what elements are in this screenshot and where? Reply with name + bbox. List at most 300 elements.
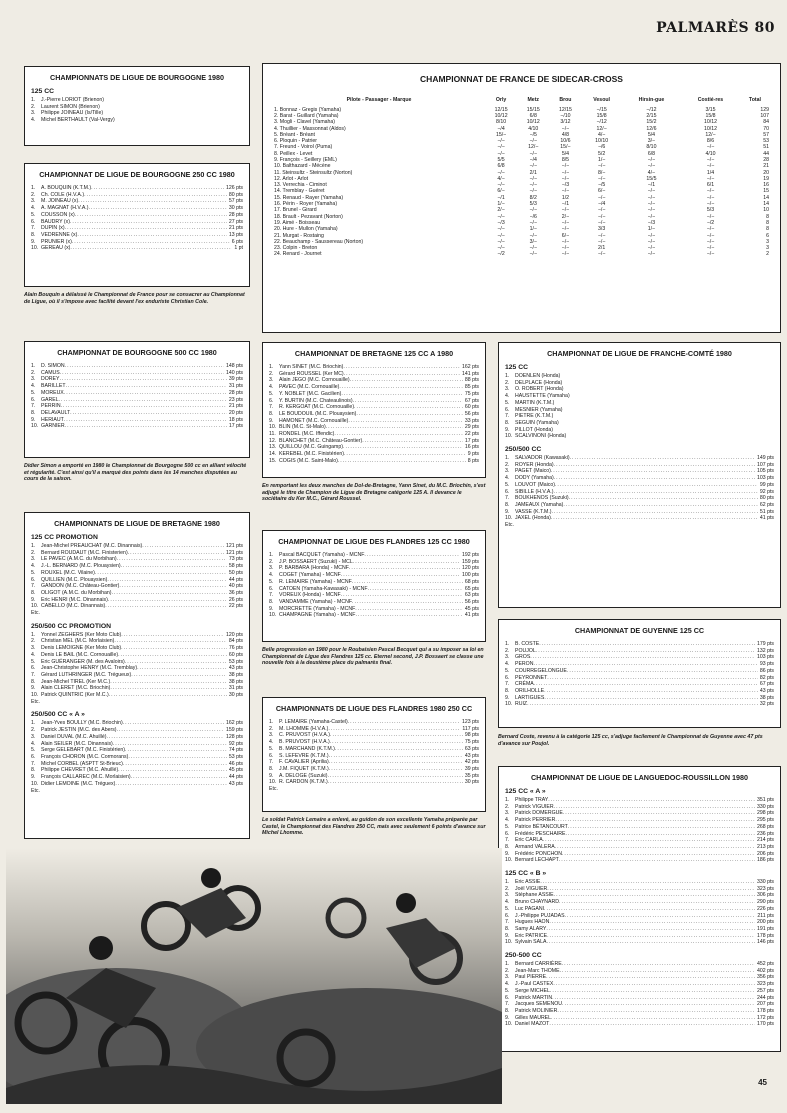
rank: 6. bbox=[505, 830, 510, 837]
sidecar-score: −/− bbox=[529, 232, 538, 239]
sidecar-crew: 23. Colpin - Breton bbox=[274, 245, 318, 252]
standing-row bbox=[505, 701, 774, 708]
leader-dots bbox=[352, 599, 463, 606]
points: 76 pts bbox=[228, 645, 243, 652]
points: 226 pts bbox=[756, 905, 774, 912]
sidecar-crew: 5. Bréant - Bréant bbox=[274, 131, 315, 138]
rank: 2. bbox=[31, 103, 36, 110]
rider-name: PAVEC (M.C. Cornouaille) bbox=[279, 384, 340, 391]
standing-row bbox=[505, 817, 774, 824]
rank: 3. bbox=[269, 732, 274, 739]
sidecar-crew: 6. Ploquin - Patrier bbox=[274, 138, 317, 145]
rider-name: Patrick JESTIN (M.C. des Abers) bbox=[41, 727, 117, 734]
sidecar-crew: 21. Murgat - Rostaing bbox=[274, 232, 324, 239]
standing-row bbox=[31, 685, 243, 692]
sidecar-score: −/2 bbox=[497, 251, 505, 258]
points: 162 pts bbox=[225, 720, 243, 727]
leader-dots bbox=[546, 974, 755, 981]
standing-row bbox=[269, 411, 479, 418]
rank: 2. bbox=[505, 885, 510, 892]
sidecar-score: 8/2 bbox=[529, 194, 537, 201]
sidecar-score: −/− bbox=[706, 144, 715, 151]
sidecar-score: −/− bbox=[706, 213, 715, 220]
sidecar-score: 15/8 bbox=[705, 112, 716, 119]
box-title: CHAMPIONNAT DE LIGUE DE LANGUEDOC-ROUSSILLON 1980 bbox=[530, 773, 749, 782]
leader-dots bbox=[557, 1008, 755, 1015]
rank: 8. bbox=[31, 767, 36, 774]
leader-dots bbox=[559, 899, 755, 906]
sidecar-score: 1/2 bbox=[561, 194, 570, 201]
sidecar-score: −/3 bbox=[561, 182, 570, 189]
rank: 1. bbox=[31, 720, 36, 727]
rank: 5. bbox=[269, 390, 274, 397]
rider-name: CRÉMA bbox=[515, 681, 534, 688]
sidecar-total: 8 bbox=[766, 213, 769, 220]
standing-row bbox=[505, 851, 774, 858]
sidecar-total: 107 bbox=[760, 112, 769, 119]
box-flandres-125 bbox=[262, 530, 486, 642]
rider-name: QUILLOU (M.C. Guingamp) bbox=[279, 444, 343, 451]
sidecar-score: −/− bbox=[647, 201, 656, 208]
standing-row bbox=[269, 759, 479, 766]
sidecar-score: 4/10 bbox=[705, 150, 716, 157]
sidecar-score: 6/8 bbox=[497, 163, 505, 170]
sidecar-score: 5/2 bbox=[598, 150, 606, 157]
rider-name: GROS bbox=[515, 654, 531, 661]
points: 298 pts bbox=[756, 810, 774, 817]
rank: 4. bbox=[31, 383, 36, 390]
rider-name: Yann SINET (M.C. Briochin) bbox=[279, 364, 344, 370]
rider-name: Bernard LECHAPT bbox=[515, 857, 559, 864]
standing-row bbox=[505, 939, 774, 946]
leader-dots bbox=[555, 844, 755, 851]
leader-dots bbox=[554, 892, 755, 899]
leader-dots bbox=[131, 774, 227, 781]
standing-row bbox=[505, 393, 774, 400]
sidecar-crew: 22. Beauchamp - Saussereau (Norton) bbox=[274, 238, 364, 245]
points: 452 pts bbox=[756, 961, 774, 968]
page-title: PALMARÈS 80 bbox=[656, 20, 775, 36]
rank: 8. bbox=[31, 231, 36, 238]
caption-bourgogne-500: Didier Simon a emporté en 1980 le Championnat de Bourgogne 500 cc en alliant vélocité et régularité. C'est ainsi qu'il a marqué des points dans les 14 manches disputées au cours de la saison. bbox=[24, 463, 247, 483]
sidecar-score: −/− bbox=[497, 238, 505, 245]
leader-dots bbox=[354, 404, 463, 411]
rider-name: VANDAMME (Yamaha) - MCNF bbox=[279, 598, 353, 605]
rank: 8. bbox=[505, 501, 510, 508]
rank: 2. bbox=[31, 549, 36, 556]
points: 330 pts bbox=[756, 879, 774, 886]
sidecar-total: 8 bbox=[766, 226, 769, 233]
leader-dots bbox=[118, 767, 227, 774]
sidecar-score: −/− bbox=[497, 232, 505, 239]
standing-row bbox=[31, 577, 243, 584]
sidecar-col-header: Total bbox=[748, 96, 761, 103]
leader-dots bbox=[107, 577, 227, 584]
leader-dots bbox=[341, 391, 462, 398]
rider-name: OLIGOT (A.M.C. du Morbihan) bbox=[41, 589, 112, 596]
leader-dots bbox=[121, 632, 224, 639]
rank: 5. bbox=[31, 747, 36, 754]
standing-row bbox=[505, 879, 774, 886]
leader-dots bbox=[549, 1021, 755, 1028]
rider-name: Jean-Yves BOULLY (M.C. Briochin) bbox=[41, 720, 123, 727]
rank: 1. bbox=[31, 97, 36, 103]
rider-name: DELAVAULT bbox=[41, 409, 71, 416]
sidecar-score: 5/5 bbox=[497, 157, 505, 163]
sidecar-score: −/− bbox=[647, 213, 656, 220]
rank: 3. bbox=[505, 892, 510, 899]
points: 33 pts bbox=[464, 417, 479, 424]
standing-row bbox=[269, 612, 479, 619]
points: 82 pts bbox=[759, 674, 774, 681]
sidecar-score: 2/− bbox=[497, 207, 505, 214]
points: 58 pts bbox=[228, 563, 243, 570]
standing-row bbox=[31, 727, 243, 734]
points: 402 pts bbox=[756, 967, 774, 974]
rider-name: LOUVOT (Maico) bbox=[515, 481, 555, 488]
rider-name: VEDRENNE (x) bbox=[41, 231, 78, 238]
points: 257 pts bbox=[756, 987, 774, 994]
standing-row bbox=[505, 407, 774, 414]
points: 21 pts bbox=[228, 403, 243, 410]
standing-row bbox=[31, 97, 243, 104]
standing-row bbox=[505, 515, 774, 522]
box-title: CHAMPIONNATS DE LIGUE DES FLANDRES 1980 250 CC bbox=[275, 704, 473, 713]
sidecar-score: −/− bbox=[529, 207, 538, 214]
sidecar-table bbox=[273, 97, 770, 258]
rank: 5. bbox=[31, 569, 36, 576]
rank: 5. bbox=[505, 987, 510, 994]
leader-dots bbox=[60, 370, 224, 377]
leader-dots bbox=[95, 570, 227, 577]
standing-row bbox=[31, 376, 243, 383]
standing-row bbox=[505, 475, 774, 482]
leader-dots bbox=[554, 475, 755, 482]
rank: 6. bbox=[31, 396, 36, 403]
leader-dots bbox=[77, 232, 227, 239]
sidecar-score: 3/− bbox=[529, 238, 537, 245]
section-heading: 250/500 CC « A » bbox=[31, 711, 85, 719]
rank: 1. bbox=[505, 961, 510, 968]
rank: 4. bbox=[505, 393, 510, 400]
rank: 7. bbox=[31, 760, 36, 767]
sidecar-score: −/12 bbox=[646, 106, 657, 113]
points: 141 pts bbox=[461, 370, 479, 377]
sidecar-score: −/− bbox=[706, 245, 715, 252]
points: 35 pts bbox=[464, 772, 479, 779]
leader-dots bbox=[128, 754, 227, 761]
sidecar-score: 6/− bbox=[497, 188, 505, 195]
standing-row bbox=[505, 373, 774, 380]
rider-name: LE PAVEC (A.M.C. du Morbihan) bbox=[41, 556, 117, 563]
rank: 7. bbox=[31, 671, 36, 678]
rider-name: GAREL bbox=[41, 396, 59, 403]
box-sidecar bbox=[262, 63, 781, 333]
sidecar-crew: 19. Aimé - Boisseau bbox=[274, 219, 321, 226]
standing-row bbox=[31, 397, 243, 404]
rank: 4. bbox=[269, 739, 274, 746]
standing-row bbox=[269, 572, 479, 579]
rider-name: Patrick QUINTRIC (Ker M.C.) bbox=[41, 692, 109, 699]
rank: 3. bbox=[505, 810, 510, 817]
standing-row bbox=[505, 981, 774, 988]
standing-row bbox=[505, 509, 774, 516]
standing-row bbox=[269, 404, 479, 411]
rider-name: RUIZ bbox=[515, 701, 528, 708]
sidecar-score: −/− bbox=[597, 175, 606, 182]
rank: 4. bbox=[269, 384, 274, 391]
rider-name: DOENLEN (Honda) bbox=[515, 373, 561, 379]
rank: 10. bbox=[269, 424, 277, 431]
sidecar-score: −/− bbox=[561, 125, 570, 132]
standing-row bbox=[269, 377, 479, 384]
sidecar-score: −/− bbox=[529, 188, 538, 195]
rider-name: COGET (Yamaha) - MCNF bbox=[279, 572, 341, 579]
standing-row bbox=[505, 810, 774, 817]
leader-dots bbox=[65, 423, 227, 430]
sidecar-row bbox=[273, 251, 770, 257]
sidecar-score: 15/− bbox=[495, 131, 507, 138]
rider-name: F. CAVALIER (Aprilia) bbox=[279, 759, 329, 766]
sidecar-score: −/− bbox=[529, 163, 538, 170]
rank: 1. bbox=[269, 364, 274, 370]
points: 22 pts bbox=[464, 431, 479, 438]
standing-row bbox=[269, 371, 479, 378]
sidecar-score: −/4 bbox=[497, 125, 505, 132]
rider-name: S. LEFEVRE (K.T.M.) bbox=[279, 752, 329, 759]
standing-row bbox=[31, 774, 243, 781]
sidecar-total: 14 bbox=[763, 194, 769, 201]
rider-name: CHAMPAGNE (Yamaha) - MCNF bbox=[279, 612, 356, 619]
rider-name: Jacques SEMENOU bbox=[515, 1001, 562, 1008]
sidecar-crew: 12. Arlot - Arlot bbox=[274, 175, 309, 182]
standing-row bbox=[31, 104, 243, 111]
sidecar-crew: 20. Hure - Mullon (Yamaha) bbox=[274, 226, 338, 233]
rank: 2. bbox=[31, 369, 36, 376]
sidecar-score: −/− bbox=[529, 175, 538, 182]
points: 290 pts bbox=[756, 899, 774, 906]
rider-name: DOREY bbox=[41, 376, 60, 383]
standing-row bbox=[31, 563, 243, 570]
points: 117 pts bbox=[462, 725, 479, 732]
rider-name: HAUSTETTE (Yamaha) bbox=[515, 393, 570, 400]
points: 6 pts bbox=[231, 238, 243, 245]
leader-dots bbox=[562, 961, 755, 968]
leader-dots bbox=[114, 638, 227, 645]
rank: 12. bbox=[269, 437, 277, 444]
points: 39 pts bbox=[464, 765, 479, 772]
standing-row bbox=[31, 692, 243, 699]
rider-name: Samy ALARY bbox=[515, 925, 547, 932]
sidecar-score: 10/12 bbox=[494, 112, 508, 119]
rider-name: CABELLO (M.C. Dinannais) bbox=[41, 603, 106, 610]
rank: 3. bbox=[505, 386, 510, 393]
rider-name: PRUNIER (x) bbox=[41, 238, 72, 245]
rider-name: Luc PAGANI bbox=[515, 905, 545, 912]
points: 330 pts bbox=[756, 803, 774, 810]
standing-row bbox=[269, 719, 479, 726]
sidecar-score: −/15 bbox=[596, 106, 607, 113]
sidecar-total: 2 bbox=[766, 251, 769, 258]
sidecar-score: −/− bbox=[647, 232, 656, 239]
leader-dots bbox=[547, 886, 755, 893]
leader-dots bbox=[562, 851, 755, 858]
leader-dots bbox=[110, 685, 226, 692]
standing-row bbox=[269, 586, 479, 593]
leader-dots bbox=[534, 681, 758, 688]
rank: 2. bbox=[31, 727, 36, 734]
etc-note: Etc. bbox=[31, 787, 40, 794]
leader-dots bbox=[128, 550, 224, 557]
rider-name: Eric HENRI (M.C. Dinannais) bbox=[41, 596, 108, 603]
rider-name: Michel CORBEL (ASPTT St-Brieuc) bbox=[41, 760, 123, 767]
sidecar-crew: 24. Renard - Journet bbox=[274, 251, 322, 258]
rider-name: Frédéric PESCHAIRE bbox=[515, 830, 566, 837]
rank: 10. bbox=[505, 515, 513, 522]
standing-row bbox=[269, 391, 479, 398]
sidecar-score: −/− bbox=[497, 182, 505, 189]
leader-dots bbox=[344, 451, 466, 458]
sidecar-title: CHAMPIONNAT DE FRANCE DE SIDECAR-CROSS bbox=[420, 74, 623, 84]
points: 105 pts bbox=[756, 468, 774, 475]
standing-row bbox=[505, 413, 774, 420]
standing-row bbox=[31, 212, 243, 219]
sidecar-score: 6/− bbox=[561, 232, 570, 239]
rank: 9. bbox=[505, 932, 510, 939]
leader-dots bbox=[142, 543, 224, 550]
sidecar-total: 51 bbox=[763, 144, 769, 151]
points: 323 pts bbox=[756, 981, 774, 988]
leader-dots bbox=[552, 509, 758, 516]
points: 306 pts bbox=[756, 892, 774, 899]
rank: 9. bbox=[505, 426, 510, 433]
leader-dots bbox=[123, 720, 224, 727]
sidecar-score: 6/− bbox=[597, 188, 606, 195]
sidecar-crew: 13. Verrechia - Ciminot bbox=[274, 182, 327, 189]
standing-row bbox=[505, 380, 774, 387]
rank: 3. bbox=[31, 110, 36, 117]
rider-name: Patrick DOMERGUE bbox=[515, 810, 563, 817]
standing-row bbox=[31, 734, 243, 741]
rider-name: MARTIN (K.T.M.) bbox=[515, 399, 555, 406]
points: 179 pts bbox=[756, 641, 774, 647]
points: 207 pts bbox=[756, 1001, 774, 1008]
sidecar-score: 3/12 bbox=[560, 119, 571, 126]
rider-name: Gérard ROUSSEL (Ker MC) bbox=[279, 370, 344, 377]
points: 67 pts bbox=[464, 397, 479, 404]
sidecar-score: 12/15 bbox=[558, 106, 572, 113]
rider-name: Serge GELEBART (M.C. Finistérien) bbox=[41, 747, 125, 754]
sidecar-score: 6/1 bbox=[706, 182, 715, 189]
standing-row bbox=[505, 648, 774, 655]
rank: 11. bbox=[269, 431, 276, 438]
rider-name: PERRIN bbox=[41, 403, 61, 410]
points: 128 pts bbox=[225, 733, 243, 740]
rank: 3. bbox=[31, 376, 36, 383]
sidecar-total: 6 bbox=[766, 232, 769, 239]
leader-dots bbox=[355, 612, 462, 619]
standing-row bbox=[505, 695, 774, 702]
rank: 8. bbox=[505, 687, 510, 694]
leader-dots bbox=[343, 364, 460, 371]
sidecar-score: 12/− bbox=[596, 125, 607, 132]
sidecar-score: −/− bbox=[561, 169, 570, 176]
standing-row bbox=[269, 364, 479, 371]
leader-dots bbox=[66, 383, 227, 390]
leader-dots bbox=[349, 565, 460, 572]
standing-row bbox=[505, 824, 774, 831]
points: 148 pts bbox=[225, 363, 243, 369]
caption-flandres-125: Belle progression en 1980 pour le Roubaisien Pascal Becquet qui a su imposer sa loi en Championnat de Ligue des Flandres 125 cc. Eternel second, J.P. Bossaert se classe une nouvelle fois à la deuxième place du palmarès final. bbox=[262, 647, 484, 667]
leader-dots bbox=[559, 857, 755, 864]
rider-name: B. COSTE bbox=[515, 641, 540, 647]
sidecar-crew: 3. Mogli - Clavel (Yamaha) bbox=[274, 119, 336, 126]
points: 92 pts bbox=[228, 740, 243, 747]
sidecar-score: 1/− bbox=[497, 201, 505, 208]
points: 159 pts bbox=[225, 727, 243, 734]
sidecar-score: −/6 bbox=[597, 144, 606, 151]
standing-row bbox=[31, 417, 243, 424]
standing-row bbox=[31, 781, 243, 788]
rank: 6. bbox=[269, 585, 274, 592]
leader-dots bbox=[88, 205, 226, 212]
sidecar-score: −/− bbox=[706, 163, 715, 170]
leader-dots bbox=[551, 468, 755, 475]
sidecar-total: 3 bbox=[766, 245, 769, 252]
standing-row bbox=[31, 672, 243, 679]
rank: 8. bbox=[31, 678, 36, 685]
sidecar-score: 15/5 bbox=[646, 175, 657, 182]
sidecar-score: −/− bbox=[706, 238, 715, 245]
sidecar-score: −/3 bbox=[497, 219, 505, 226]
leader-dots bbox=[533, 661, 757, 668]
points: 211 pts bbox=[757, 912, 774, 919]
points: 107 pts bbox=[756, 461, 774, 468]
rank: 15. bbox=[269, 457, 277, 464]
sidecar-score: −/− bbox=[497, 213, 505, 220]
rider-name: Hugues HAON bbox=[515, 919, 550, 926]
leader-dots bbox=[570, 455, 755, 462]
points: 103 pts bbox=[756, 654, 774, 661]
rank: 2. bbox=[505, 967, 510, 974]
leader-dots bbox=[565, 913, 756, 920]
leader-dots bbox=[327, 773, 462, 780]
points: 42 pts bbox=[464, 759, 479, 766]
rider-name: P. LEMAIRE (Yamaha-Castel) bbox=[279, 719, 348, 725]
rank: 9. bbox=[505, 850, 510, 857]
leader-dots bbox=[117, 727, 224, 734]
leader-dots bbox=[348, 719, 460, 726]
rider-name: VOREUX (Honda) - MCNF bbox=[279, 592, 341, 599]
points: 93 pts bbox=[759, 661, 774, 668]
section-heading: 250/500 CC PROMOTION bbox=[31, 622, 112, 630]
standing-row bbox=[31, 638, 243, 645]
sidecar-score: −/− bbox=[597, 219, 606, 226]
rank: 4. bbox=[505, 661, 510, 668]
leader-dots bbox=[544, 695, 758, 702]
leader-dots bbox=[341, 592, 463, 599]
points: 50 pts bbox=[228, 569, 243, 576]
points: 214 pts bbox=[756, 837, 774, 844]
rank: 9. bbox=[505, 508, 510, 515]
rider-name: Jean-Marc THOME bbox=[515, 967, 560, 974]
rider-name: Stéphane ASSIE bbox=[515, 892, 554, 899]
leader-dots bbox=[554, 462, 755, 469]
rank: 9. bbox=[31, 774, 36, 781]
sidecar-score: 4/8 bbox=[561, 131, 570, 138]
rank: 7. bbox=[505, 413, 510, 420]
rank: 7. bbox=[31, 583, 36, 590]
